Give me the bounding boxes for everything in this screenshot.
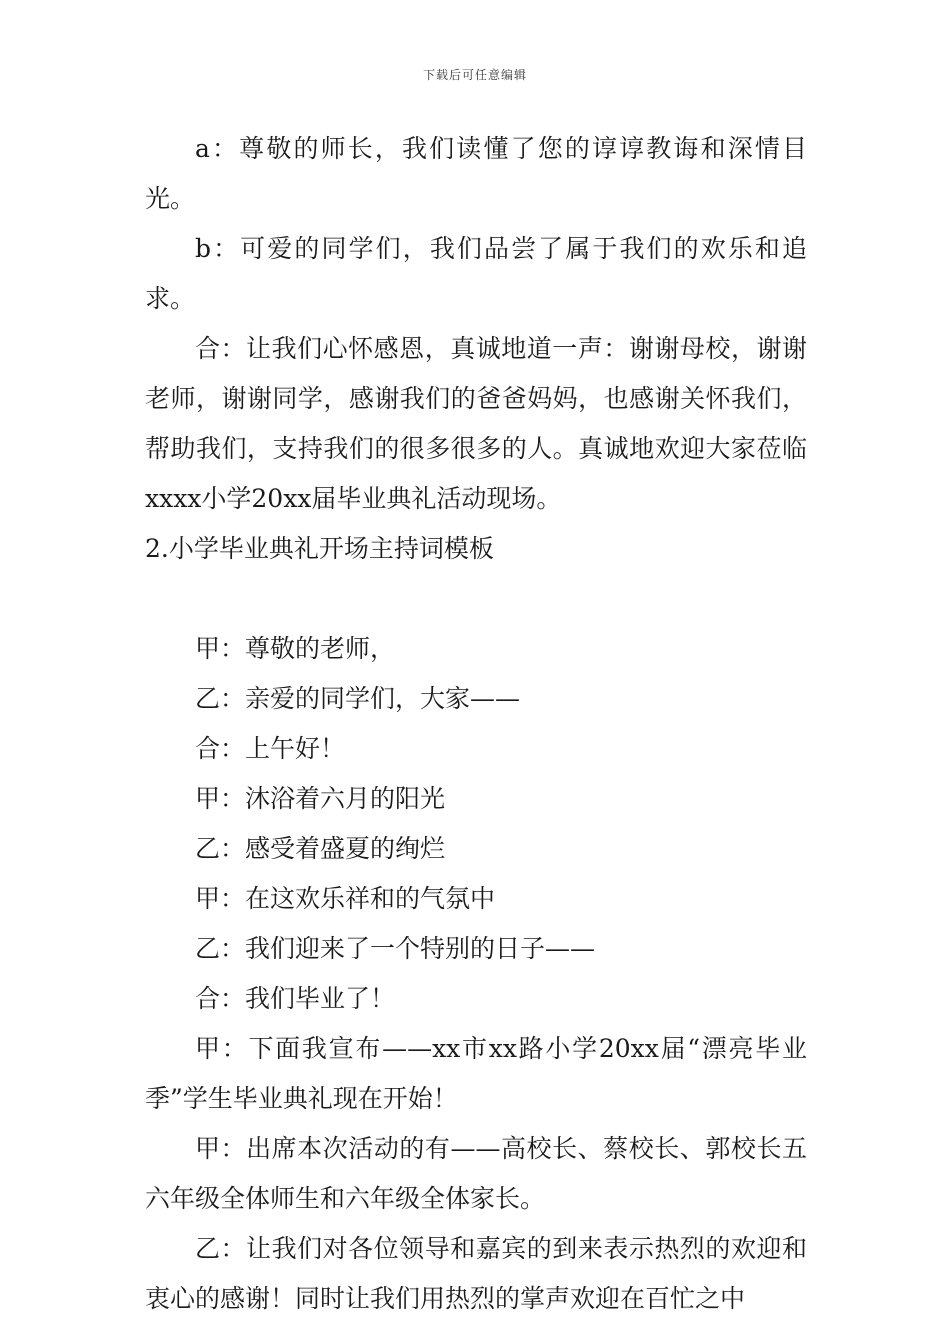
paragraph: 乙：让我们对各位领导和嘉宾的到来表示热烈的欢迎和衷心的感谢！同时让我们用热烈的掌声欢迎在百忙之中 <box>145 1234 807 1313</box>
paragraph: 合：让我们心怀感恩，真诚地道一声：谢谢母校，谢谢老师，谢谢同学，感谢我们的爸爸妈妈，也感谢关怀我们，帮助我们，支持我们的很多很多的人。真诚地欢迎大家莅临xxxx小学20xx届毕业典礼活动现场。 <box>145 334 807 513</box>
paragraph: 甲：在这欢乐祥和的气氛中 <box>195 884 496 913</box>
paragraph: 甲：沐浴着六月的阳光 <box>195 784 446 813</box>
document-body <box>145 124 807 1324</box>
paragraph: b：可爱的同学们，我们品尝了属于我们的欢乐和追求。 <box>145 234 807 313</box>
page-header: 下载后可任意编辑 <box>422 68 527 82</box>
section-heading: 2.小学毕业典礼开场主持词模板 <box>145 534 494 563</box>
paragraph: 甲：下面我宣布——xx市xx路小学20xx届“漂亮毕业季”学生毕业典礼现在开始！ <box>145 1034 807 1113</box>
paragraph: 甲：尊敬的老师， <box>195 634 396 663</box>
blank-line <box>145 574 807 624</box>
paragraph: 乙：感受着盛夏的绚烂 <box>195 834 446 863</box>
paragraph: 合：我们毕业了！ <box>195 984 396 1013</box>
paragraph: 乙：我们迎来了一个特别的日子—— <box>195 934 596 963</box>
paragraph: 乙：亲爱的同学们，大家—— <box>195 684 521 713</box>
paragraph: 甲：出席本次活动的有——高校长、蔡校长、郭校长五六年级全体师生和六年级全体家长。 <box>145 1134 807 1213</box>
paragraph: 合：上午好！ <box>195 734 346 763</box>
paragraph: a：尊敬的师长，我们读懂了您的谆谆教诲和深情目光。 <box>145 134 807 213</box>
